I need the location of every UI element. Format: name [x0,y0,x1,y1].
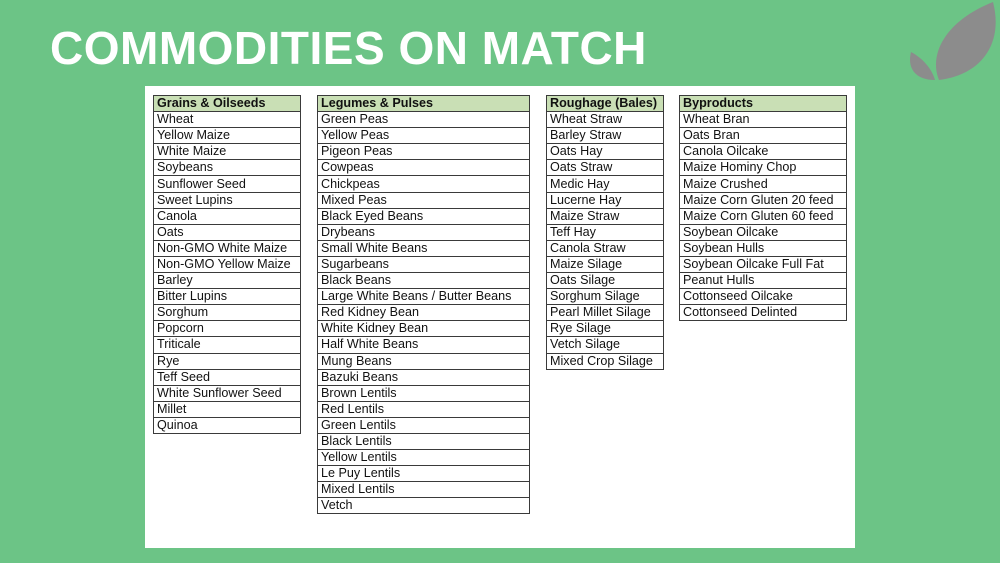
table-row [318,369,530,385]
commodity-cell: White Sunflower Seed [154,385,301,401]
commodity-cell: Wheat [154,112,301,128]
table-row [154,176,301,192]
table-row [680,112,847,128]
table-row [154,321,301,337]
table-row [154,401,301,417]
commodity-cell: Non-GMO Yellow Maize [154,256,301,272]
commodity-cell: Teff Seed [154,369,301,385]
table-row [547,256,664,272]
table-row [154,289,301,305]
table-row [680,273,847,289]
table-row [154,337,301,353]
commodity-cell: Vetch [318,498,530,514]
table-row [547,144,664,160]
commodity-cell: Cottonseed Oilcake [680,289,847,305]
commodity-cell: Triticale [154,337,301,353]
commodity-cell: Soybean Hulls [680,240,847,256]
commodity-cell: Drybeans [318,224,530,240]
commodity-cell: Popcorn [154,321,301,337]
commodity-cell: Wheat Straw [547,112,664,128]
commodity-cell: Vetch Silage [547,337,664,353]
commodities-panel [145,86,855,548]
table-row [318,321,530,337]
commodity-cell: Canola Oilcake [680,144,847,160]
table-row [154,417,301,433]
commodity-cell: Small White Beans [318,240,530,256]
grains-oilseeds-table [153,95,301,434]
commodity-cell: Oats Hay [547,144,664,160]
page-title: COMMODITIES ON MATCH [50,22,647,74]
table-row [154,208,301,224]
table-row [318,498,530,514]
table-row [680,144,847,160]
table-row [680,128,847,144]
table-row [547,321,664,337]
commodity-cell: Maize Straw [547,208,664,224]
commodity-cell: Maize Corn Gluten 20 feed [680,192,847,208]
table-row [318,176,530,192]
commodity-cell: White Kidney Bean [318,321,530,337]
table-row [154,240,301,256]
table-row [547,128,664,144]
commodity-cell: Barley [154,273,301,289]
commodity-cell: Bitter Lupins [154,289,301,305]
commodity-cell: Oats Bran [680,128,847,144]
leaf-icon [905,0,1000,90]
table-row [318,353,530,369]
column-header: Roughage (Bales) [547,96,664,112]
table-row [680,289,847,305]
table-row [154,369,301,385]
table-row [318,385,530,401]
table-row [680,192,847,208]
commodity-cell: Pearl Millet Silage [547,305,664,321]
table-row [318,482,530,498]
table-row [318,240,530,256]
table-row [318,128,530,144]
commodity-cell: Half White Beans [318,337,530,353]
table-row [318,208,530,224]
table-row [154,353,301,369]
table-row [680,176,847,192]
commodity-cell: Green Peas [318,112,530,128]
table-row [154,385,301,401]
commodity-cell: Oats [154,224,301,240]
commodity-cell: Brown Lentils [318,385,530,401]
table-row [680,160,847,176]
commodity-cell: Mung Beans [318,353,530,369]
commodity-cell: Pigeon Peas [318,144,530,160]
commodity-cell: Medic Hay [547,176,664,192]
commodity-cell: Mixed Crop Silage [547,353,664,369]
commodity-cell: Large White Beans / Butter Beans [318,289,530,305]
table-row [547,160,664,176]
table-row [318,466,530,482]
commodity-cell: Black Eyed Beans [318,208,530,224]
commodity-cell: Sugarbeans [318,256,530,272]
commodity-cell: Lucerne Hay [547,192,664,208]
commodity-cell: Canola [154,208,301,224]
table-row [154,128,301,144]
table-row [547,337,664,353]
commodity-cell: Yellow Maize [154,128,301,144]
commodity-cell: Canola Straw [547,240,664,256]
table-row [318,305,530,321]
byproducts-table [679,95,847,321]
table-row [547,240,664,256]
table-row [547,353,664,369]
table-row [318,160,530,176]
commodity-cell: Barley Straw [547,128,664,144]
table-row [154,112,301,128]
table-row [318,337,530,353]
commodity-cell: Yellow Peas [318,128,530,144]
column-header: Grains & Oilseeds [154,96,301,112]
commodity-cell: Green Lentils [318,417,530,433]
commodity-cell: Oats Silage [547,273,664,289]
commodity-cell: Maize Crushed [680,176,847,192]
commodity-cell: Red Lentils [318,401,530,417]
commodity-cell: Non-GMO White Maize [154,240,301,256]
commodity-cell: Teff Hay [547,224,664,240]
commodity-cell: Rye [154,353,301,369]
table-row [154,192,301,208]
table-row [318,224,530,240]
commodity-cell: Le Puy Lentils [318,466,530,482]
commodity-cell: Black Beans [318,273,530,289]
commodity-cell: Chickpeas [318,176,530,192]
legumes-pulses-table [317,95,530,514]
table-row [318,417,530,433]
commodity-cell: Soybean Oilcake Full Fat [680,256,847,272]
commodity-cell: Wheat Bran [680,112,847,128]
table-row [680,224,847,240]
table-row [154,160,301,176]
roughage-bales-table [546,95,664,370]
commodity-cell: Yellow Lentils [318,450,530,466]
commodity-cell: Mixed Peas [318,192,530,208]
commodity-cell: Sorghum [154,305,301,321]
table-row [547,112,664,128]
commodity-cell: Black Lentils [318,433,530,449]
table-row [318,433,530,449]
table-row [318,450,530,466]
table-row [154,144,301,160]
commodity-cell: Sorghum Silage [547,289,664,305]
commodity-cell: Peanut Hulls [680,273,847,289]
commodity-cell: Soybean Oilcake [680,224,847,240]
table-row [547,192,664,208]
commodity-cell: Oats Straw [547,160,664,176]
commodity-cell: Sunflower Seed [154,176,301,192]
table-row [547,176,664,192]
table-row [154,273,301,289]
commodity-cell: Mixed Lentils [318,482,530,498]
commodity-cell: Quinoa [154,417,301,433]
table-row [154,224,301,240]
table-row [680,256,847,272]
commodity-cell: Maize Silage [547,256,664,272]
table-row [680,208,847,224]
commodity-cell: Bazuki Beans [318,369,530,385]
table-row [318,192,530,208]
table-row [318,112,530,128]
table-row [318,273,530,289]
table-row [318,401,530,417]
commodity-cell: White Maize [154,144,301,160]
table-row [680,305,847,321]
table-row [318,289,530,305]
table-row [318,144,530,160]
commodity-cell: Cottonseed Delinted [680,305,847,321]
table-row [154,305,301,321]
table-row [680,240,847,256]
commodity-cell: Soybeans [154,160,301,176]
table-row [154,256,301,272]
commodity-cell: Red Kidney Bean [318,305,530,321]
table-row [547,289,664,305]
table-row [547,224,664,240]
table-row [547,208,664,224]
commodity-cell: Maize Hominy Chop [680,160,847,176]
commodity-cell: Millet [154,401,301,417]
column-header: Byproducts [680,96,847,112]
column-header: Legumes & Pulses [318,96,530,112]
table-row [547,273,664,289]
table-row [318,256,530,272]
commodity-cell: Maize Corn Gluten 60 feed [680,208,847,224]
commodity-cell: Rye Silage [547,321,664,337]
commodity-cell: Cowpeas [318,160,530,176]
commodity-cell: Sweet Lupins [154,192,301,208]
table-row [547,305,664,321]
